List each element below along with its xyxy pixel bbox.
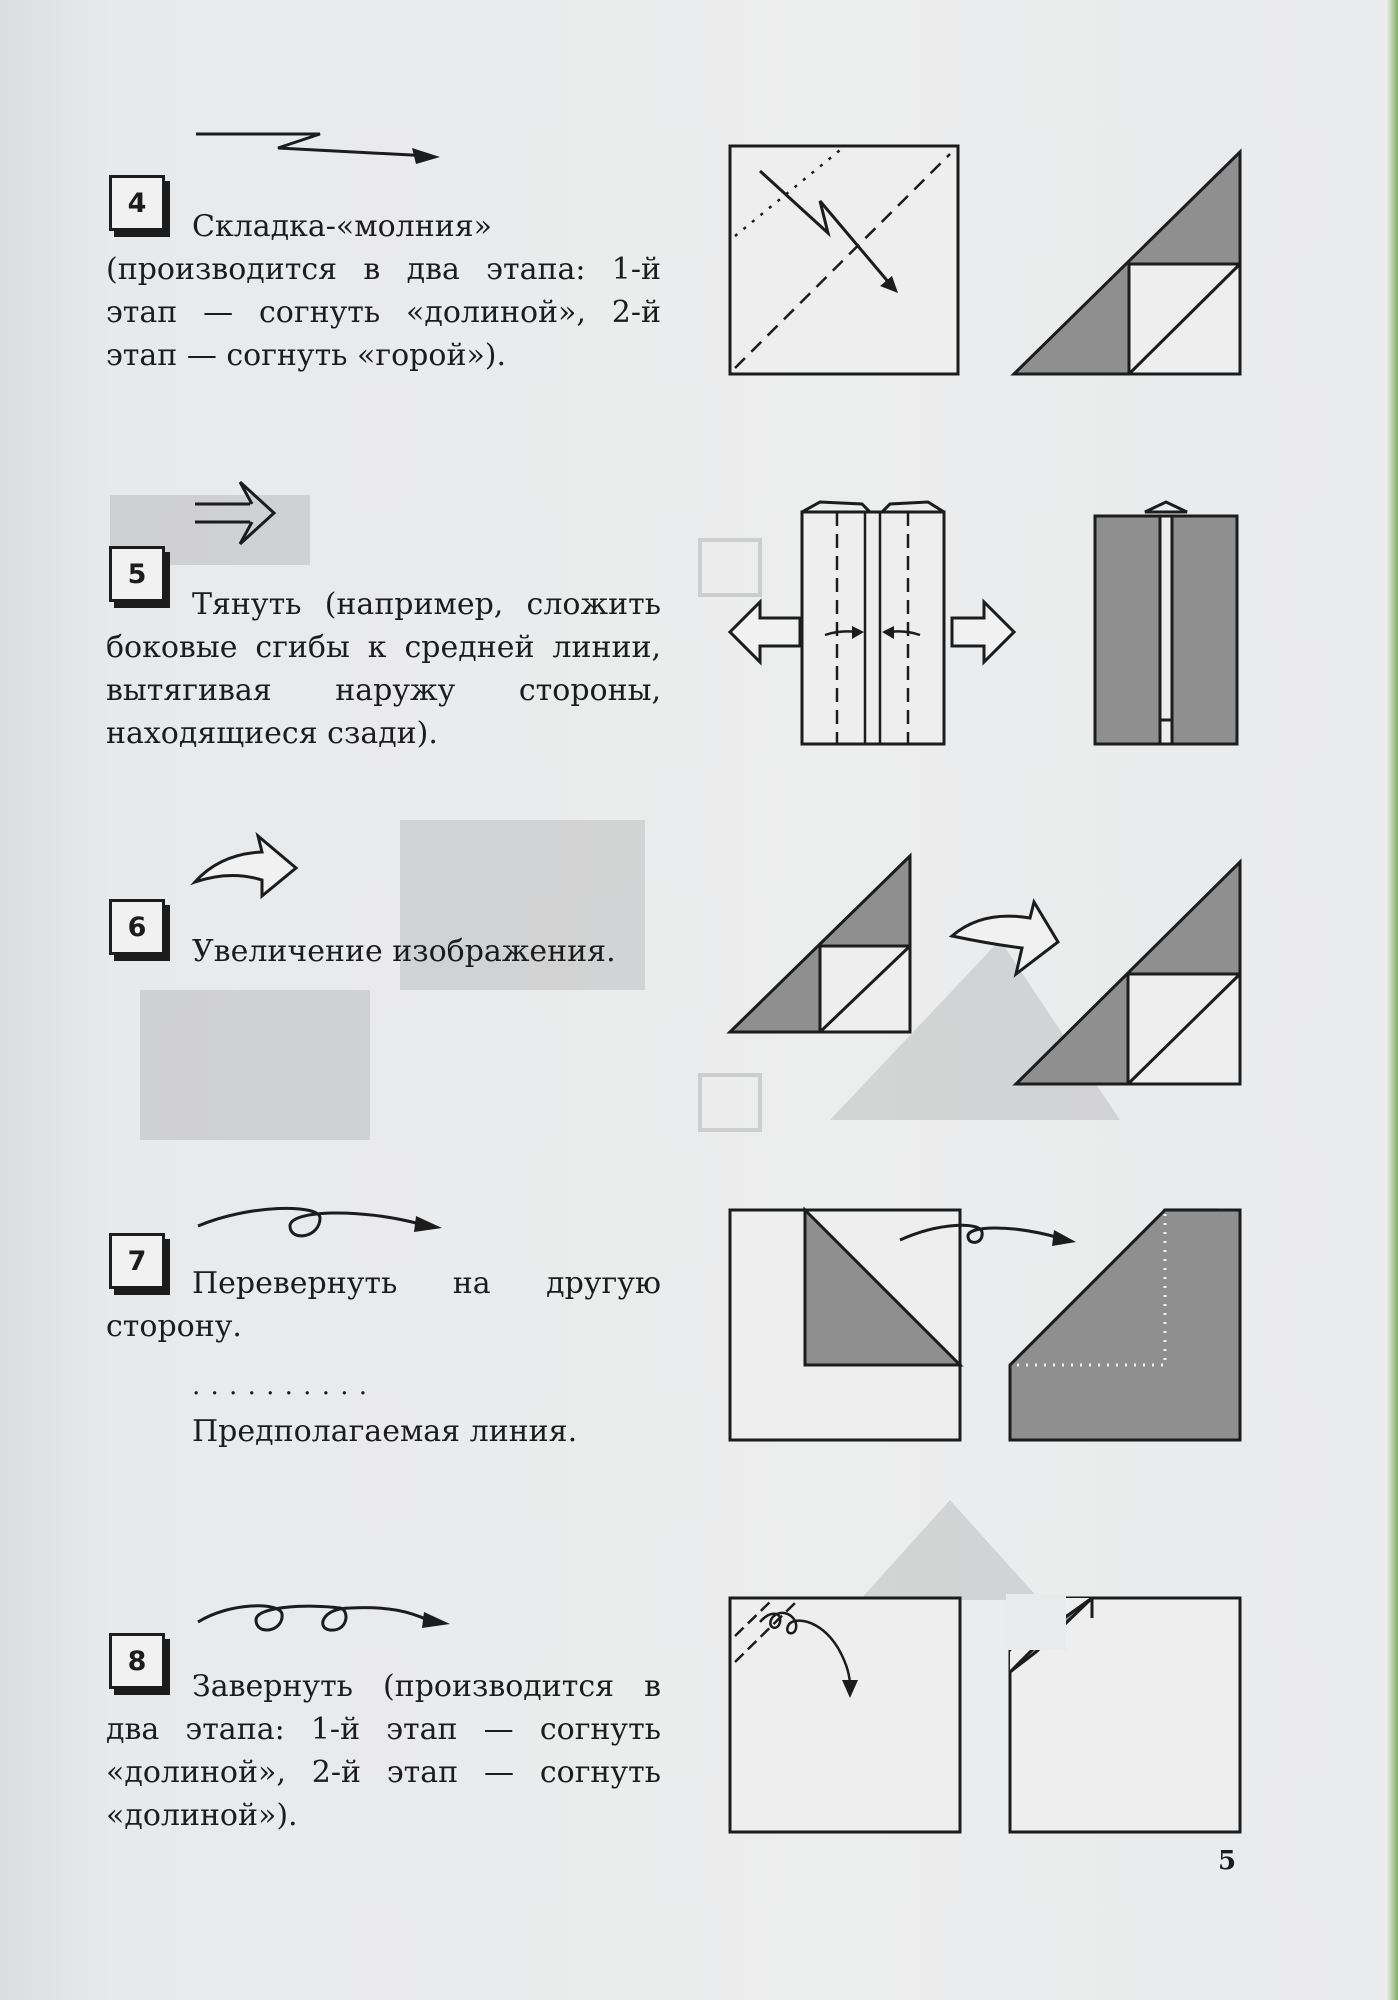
assumed-line-label: Предполагаемая линия. (192, 1414, 578, 1449)
step-number: 6 (127, 911, 147, 943)
lightning-fold-arrow-icon (190, 126, 450, 166)
turn-over-diagram (720, 1200, 1280, 1460)
step-number: 8 (127, 1645, 147, 1677)
assumed-line-sample: . . . . . . . . . . (192, 1371, 369, 1401)
enlarge-diagram (720, 850, 1280, 1110)
turn-over-loop-arrow-icon (190, 1192, 450, 1252)
step-number: 5 (127, 558, 147, 590)
double-loop-arrow-icon (190, 1588, 460, 1648)
pull-double-arrow-icon (190, 474, 290, 554)
lightning-fold-diagram (720, 136, 1280, 386)
step-description: Перевернуть на другую сторону. (106, 1266, 661, 1344)
wrap-fold-diagram (720, 1588, 1280, 1848)
step-description: Тянуть (например, сложить боковые сгибы к средней линии, вытягивая наружу стороны, находящиеся сзади). (106, 587, 661, 751)
step-description: Складка-«молния» (производится в два этапа: 1-й этап — согнуть «долиной», 2-й этап — согнуть «горой»). (106, 209, 661, 373)
page-number: 5 (1218, 1846, 1237, 1876)
page-edge (1385, 0, 1398, 2000)
enlarge-curved-arrow-icon (190, 832, 300, 902)
step-number: 7 (127, 1245, 147, 1277)
step-description: Увеличение изображения. (192, 934, 616, 969)
step-description: Завернуть (производится в два этапа: 1-й этап — согнуть «долиной», 2-й этап — согнуть «долиной»). (106, 1669, 661, 1833)
pull-diagram (720, 494, 1280, 754)
step-number: 4 (127, 187, 147, 219)
